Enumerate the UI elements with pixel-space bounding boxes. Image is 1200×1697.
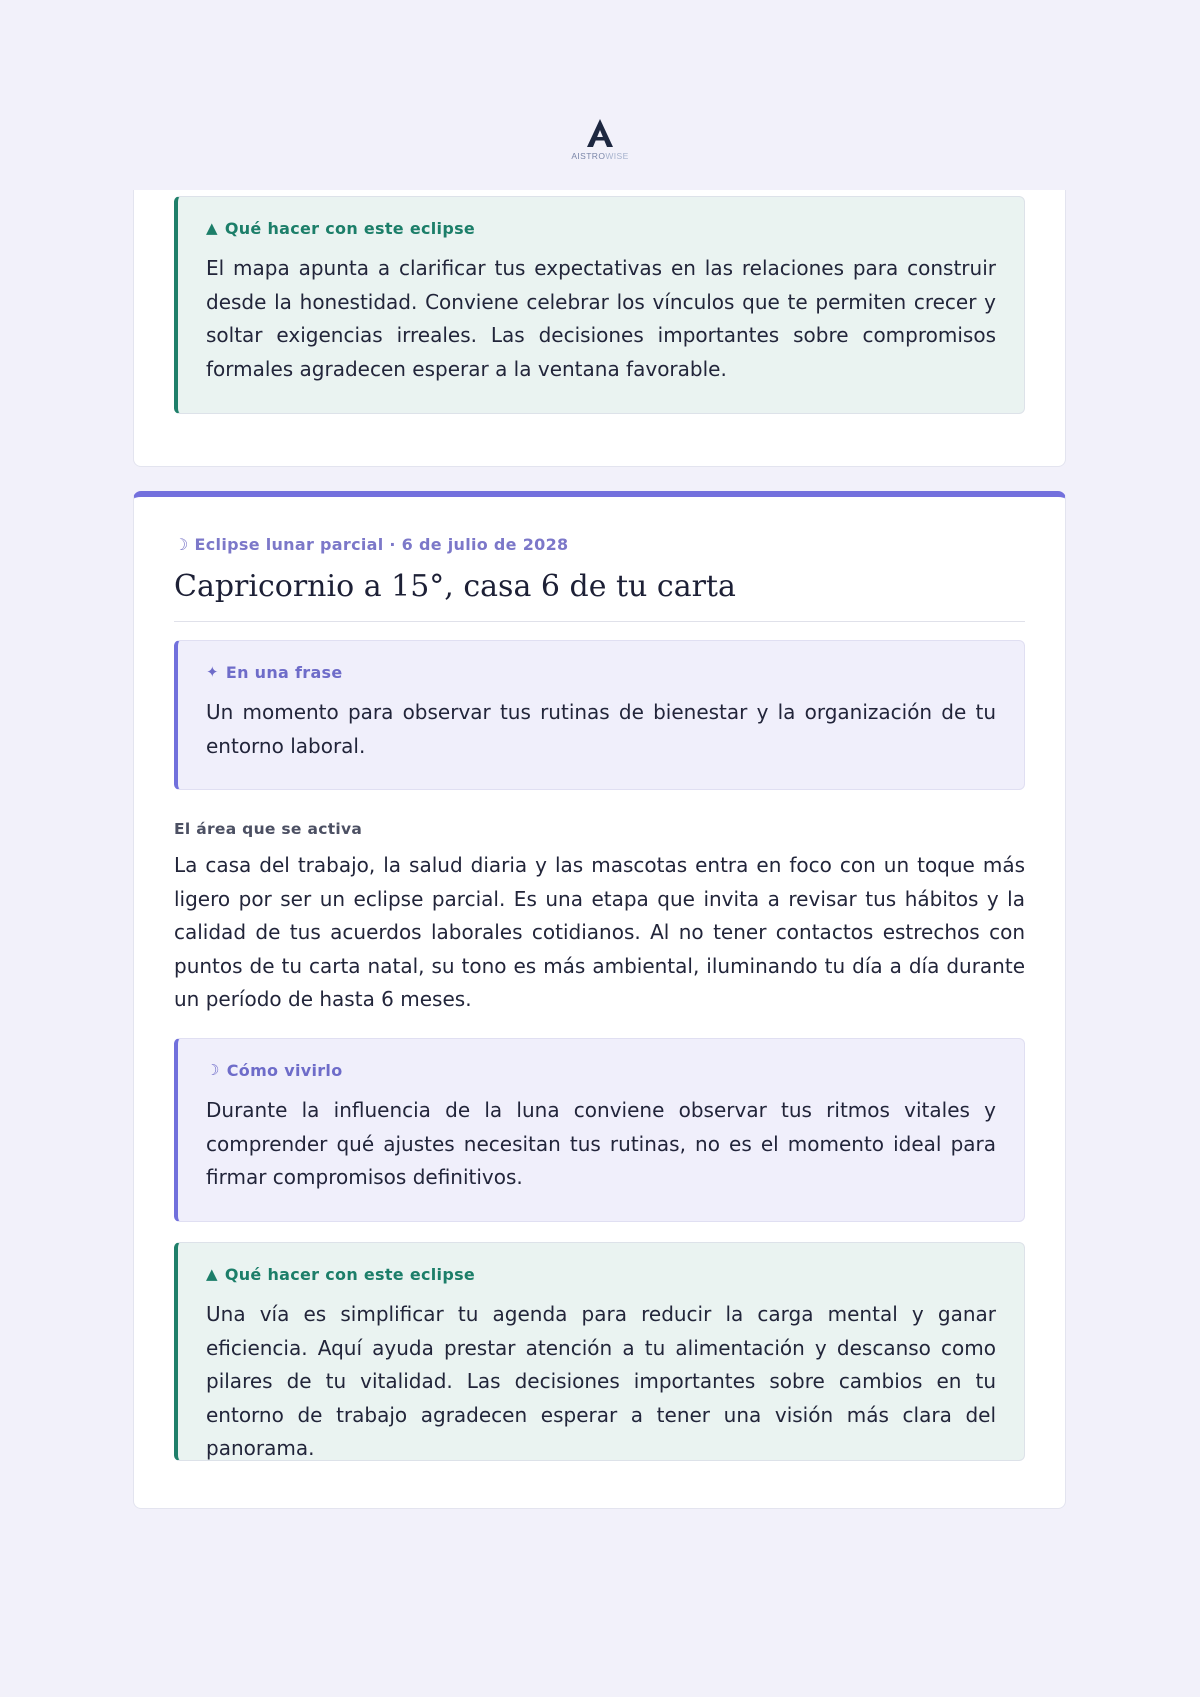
triangle-up-icon: ▲ — [206, 219, 218, 237]
action-callout — [174, 196, 1025, 414]
action-callout-label: ▲ Qué hacer con este eclipse — [206, 219, 476, 238]
summary-callout-body: Un momento para observar tus rutinas de bienestar y la organización de tu entorno laboral. — [206, 700, 996, 758]
area-label: El área que se activa — [174, 820, 363, 838]
action-callout-body: El mapa apunta a clarificar tus expectativas en las relaciones para construir desde la honestidad. Conviene celebrar los vínculos que te permiten crecer y soltar exigencias irreales. Las decisiones importantes sobre compromisos formales agradecen esperar a la ventana favorable. — [206, 256, 996, 381]
eclipse-title: Capricornio a 15°, casa 6 de tu carta — [174, 569, 736, 604]
brand-logo — [0, 118, 1200, 161]
summary-callout — [174, 640, 1025, 790]
moon-icon: ☽ — [206, 1061, 220, 1079]
action-callout-label: ▲ Qué hacer con este eclipse — [206, 1265, 476, 1284]
eclipse-eyebrow: ☽ Eclipse lunar parcial · 6 de julio de 2028 — [174, 535, 569, 554]
how-callout — [174, 1038, 1025, 1222]
action-callout-body: Una vía es simplificar tu agenda para reducir la carga mental y ganar eficiencia. Aquí ayuda prestar atención a tu alimentación y descanso como pilares de tu vitalidad. Las decisiones importantes sobre cambios en tu entorno de trabajo agradecen esperar a tener una visión más clara del panorama. — [206, 1302, 996, 1460]
action-callout — [174, 1242, 1025, 1461]
how-callout-label: ☽ Cómo vivirlo — [206, 1061, 343, 1080]
triangle-up-icon: ▲ — [206, 1265, 218, 1283]
how-callout-body: Durante la influencia de la luna conviene observar tus ritmos vitales y comprender qué ajustes necesitan tus rutinas, no es el momento ideal para firmar compromisos definitivos. — [206, 1098, 996, 1189]
eclipse-card — [133, 491, 1066, 1509]
previous-eclipse-card — [133, 190, 1066, 467]
logo-a-icon — [584, 118, 616, 148]
summary-callout-label: ✦ En una frase — [206, 663, 343, 682]
moon-icon: ☽ — [174, 535, 189, 554]
area-body: La casa del trabajo, la salud diaria y las mascotas entra en foco con un toque más ligero por ser un eclipse parcial. Es una etapa que invita a revisar tus hábitos y la calidad de tus acuerdos laborales cotidianos. Al no tener contactos estrechos con puntos de tu carta natal, su tono es más ambiental, iluminando tu día a día durante un período de hasta 6 meses. — [174, 853, 1025, 1011]
brand-name: AISTROWISE — [571, 151, 629, 161]
divider — [174, 621, 1025, 622]
sparkle-icon: ✦ — [206, 663, 219, 681]
